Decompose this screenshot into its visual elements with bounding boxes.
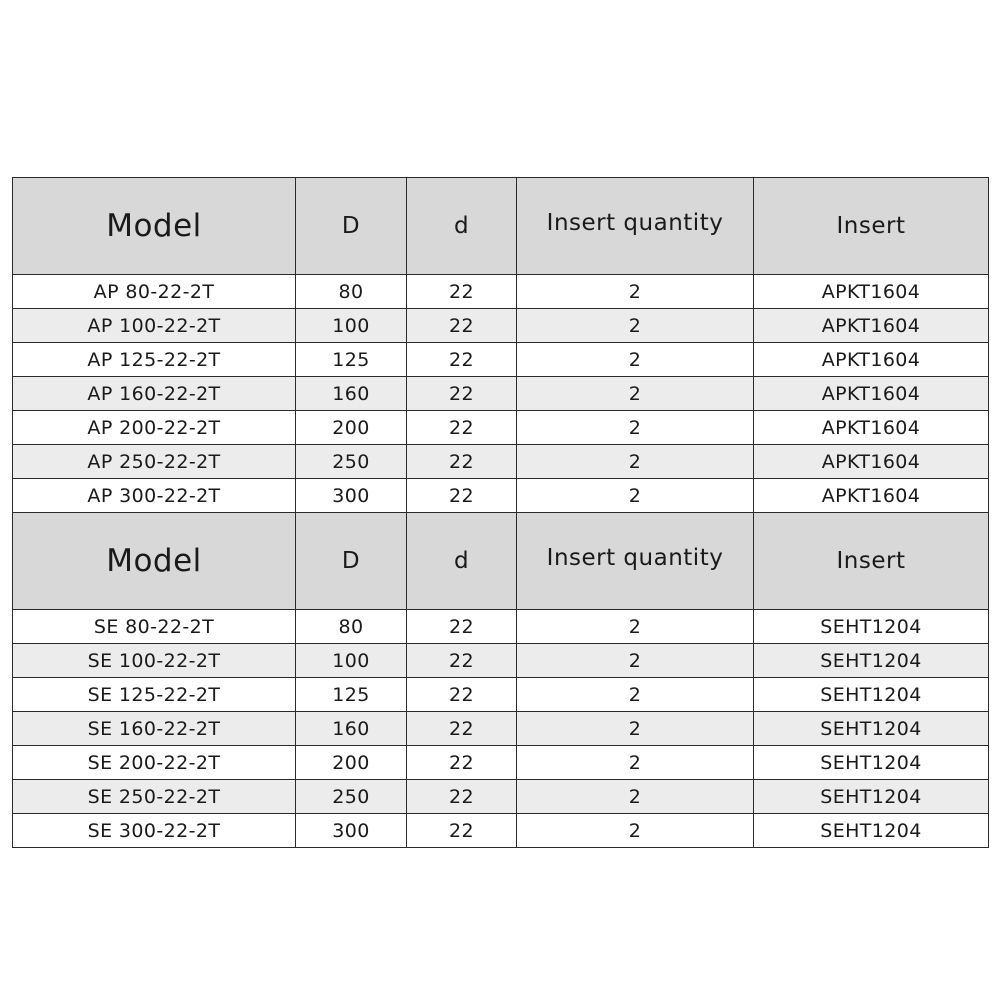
header-d: d — [407, 513, 517, 610]
cell-d: 22 — [407, 445, 517, 479]
cell-D: 80 — [296, 610, 407, 644]
cell-insert: SEHT1204 — [754, 644, 989, 678]
cell-D: 160 — [296, 377, 407, 411]
cell-insert-quantity: 2 — [517, 814, 754, 848]
cell-D: 300 — [296, 814, 407, 848]
cell-D: 100 — [296, 309, 407, 343]
cell-d: 22 — [407, 343, 517, 377]
cell-model: AP 125-22-2T — [13, 343, 296, 377]
cell-D: 300 — [296, 479, 407, 513]
table-row — [13, 411, 989, 445]
spec-table-body — [13, 178, 989, 848]
table-row — [13, 445, 989, 479]
cell-d: 22 — [407, 746, 517, 780]
header-insert-quantity: Insert quantity — [517, 513, 754, 610]
cell-insert: APKT1604 — [754, 343, 989, 377]
cell-insert: APKT1604 — [754, 445, 989, 479]
cell-D: 80 — [296, 275, 407, 309]
cell-insert: SEHT1204 — [754, 610, 989, 644]
header-D: D — [296, 513, 407, 610]
cell-insert: SEHT1204 — [754, 712, 989, 746]
header-row — [13, 513, 989, 610]
cell-d: 22 — [407, 780, 517, 814]
cell-insert-quantity: 2 — [517, 610, 754, 644]
cell-d: 22 — [407, 644, 517, 678]
table-row — [13, 275, 989, 309]
table-row — [13, 678, 989, 712]
cell-model: SE 250-22-2T — [13, 780, 296, 814]
cell-D: 100 — [296, 644, 407, 678]
cell-model: SE 200-22-2T — [13, 746, 296, 780]
cell-d: 22 — [407, 712, 517, 746]
cell-d: 22 — [407, 479, 517, 513]
cell-insert: APKT1604 — [754, 309, 989, 343]
cell-model: AP 200-22-2T — [13, 411, 296, 445]
cell-d: 22 — [407, 377, 517, 411]
cell-insert: APKT1604 — [754, 275, 989, 309]
cell-d: 22 — [407, 814, 517, 848]
header-insert: Insert — [754, 513, 989, 610]
cell-model: AP 100-22-2T — [13, 309, 296, 343]
header-model: Model — [13, 513, 296, 610]
table-row — [13, 343, 989, 377]
cell-insert-quantity: 2 — [517, 411, 754, 445]
cell-d: 22 — [407, 275, 517, 309]
table-row — [13, 780, 989, 814]
cell-insert: SEHT1204 — [754, 780, 989, 814]
table-row — [13, 377, 989, 411]
table-row — [13, 644, 989, 678]
cell-D: 200 — [296, 746, 407, 780]
cell-insert: APKT1604 — [754, 479, 989, 513]
cell-model: SE 160-22-2T — [13, 712, 296, 746]
cell-D: 250 — [296, 780, 407, 814]
table-row — [13, 746, 989, 780]
cell-insert-quantity: 2 — [517, 343, 754, 377]
cell-insert-quantity: 2 — [517, 275, 754, 309]
cell-insert: SEHT1204 — [754, 746, 989, 780]
cell-model: AP 80-22-2T — [13, 275, 296, 309]
cell-D: 125 — [296, 343, 407, 377]
cell-insert-quantity: 2 — [517, 479, 754, 513]
cell-D: 200 — [296, 411, 407, 445]
cell-D: 250 — [296, 445, 407, 479]
header-d: d — [407, 178, 517, 275]
table-row — [13, 712, 989, 746]
table-row — [13, 814, 989, 848]
cell-insert-quantity: 2 — [517, 644, 754, 678]
cell-D: 160 — [296, 712, 407, 746]
cell-insert-quantity: 2 — [517, 445, 754, 479]
spec-table — [12, 177, 989, 848]
cell-d: 22 — [407, 309, 517, 343]
cell-d: 22 — [407, 678, 517, 712]
cell-d: 22 — [407, 411, 517, 445]
cell-model: SE 80-22-2T — [13, 610, 296, 644]
cell-D: 125 — [296, 678, 407, 712]
header-insert-quantity: Insert quantity — [517, 178, 754, 275]
cell-insert: SEHT1204 — [754, 678, 989, 712]
cell-d: 22 — [407, 610, 517, 644]
cell-insert-quantity: 2 — [517, 678, 754, 712]
cell-insert-quantity: 2 — [517, 746, 754, 780]
cell-insert: SEHT1204 — [754, 814, 989, 848]
cell-insert: APKT1604 — [754, 377, 989, 411]
table-row — [13, 610, 989, 644]
header-D: D — [296, 178, 407, 275]
cell-model: AP 250-22-2T — [13, 445, 296, 479]
cell-model: AP 300-22-2T — [13, 479, 296, 513]
cell-model: SE 125-22-2T — [13, 678, 296, 712]
cell-insert: APKT1604 — [754, 411, 989, 445]
cell-insert-quantity: 2 — [517, 377, 754, 411]
table-row — [13, 479, 989, 513]
cell-insert-quantity: 2 — [517, 712, 754, 746]
cell-model: SE 100-22-2T — [13, 644, 296, 678]
header-insert: Insert — [754, 178, 989, 275]
header-row — [13, 178, 989, 275]
cell-model: SE 300-22-2T — [13, 814, 296, 848]
header-model: Model — [13, 178, 296, 275]
cell-insert-quantity: 2 — [517, 309, 754, 343]
table-row — [13, 309, 989, 343]
cell-insert-quantity: 2 — [517, 780, 754, 814]
cell-model: AP 160-22-2T — [13, 377, 296, 411]
